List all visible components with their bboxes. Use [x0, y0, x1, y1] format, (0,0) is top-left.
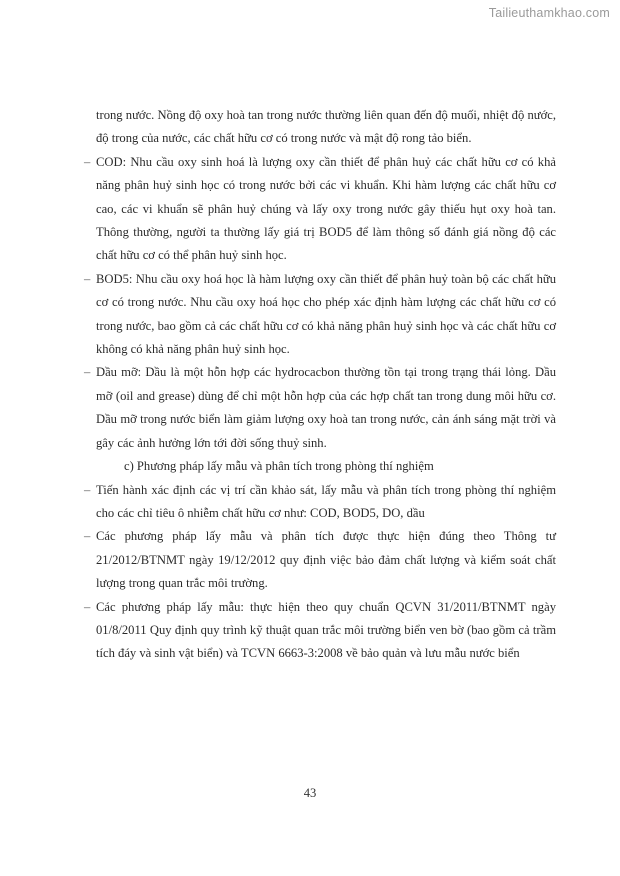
list-item-survey — [84, 479, 556, 526]
dash-bullet: – — [84, 154, 91, 169]
page-number: 43 — [303, 786, 317, 800]
dash-bullet: – — [84, 529, 91, 544]
list-item-bod5 — [84, 268, 556, 362]
list-item-text: Các phương pháp lấy mẫu và phân tích được thực hiện đúng theo Thông tư 21/2012/BTNMT ngày 19/12/2012 quy định việc bảo đảm chất lượng và kiểm soát chất lượng trong quan trắc môi trường. — [96, 529, 556, 591]
intro-paragraph: trong nước. Nồng độ oxy hoà tan trong nước thường liên quan đến độ muối, nhiệt độ nước, độ trong của nước, các chất hữu cơ có trong nước và mật độ rong tảo biển. — [96, 108, 556, 146]
list-item-text: Dầu mỡ: Dầu là một hỗn hợp các hydrocacbon thường tồn tại trong trạng thái lỏng. Dầu mỡ (oil and grease) dùng để chỉ một hỗn hợp của các hợp chất tan trong dung môi hữu cơ. Dầu mỡ trong nước biển làm giảm lượng oxy hoà tan trong nước, cản ánh sáng mặt trời và gây các ảnh hưởng lớn tới đời sống thuỷ sinh. — [96, 365, 556, 450]
dash-bullet: – — [84, 599, 91, 614]
list-item-text: Các phương pháp lấy mẫu: thực hiện theo quy chuẩn QCVN 31/2011/BTNMT ngày 01/8/2011 Quy định quy trình kỹ thuật quan trắc môi trường biển ven bờ (bao gồm cả trầm tích đáy và sinh vật biển) và TCVN 6663-3:2008 về bảo quản và lưu mẫu nước biển — [96, 599, 556, 661]
list-item-methods — [84, 525, 556, 595]
list-item-text: Tiến hành xác định các vị trí cần khảo sát, lấy mẫu và phân tích trong phòng thí nghiệm cho các chỉ tiêu ô nhiễm chất hữu cơ như: COD, BOD5, DO, dầu — [96, 482, 556, 520]
document-body — [84, 104, 556, 666]
list-item-text: COD: Nhu cầu oxy sinh hoá là lượng oxy cần thiết để phân huỷ các chất hữu cơ có khả năng phân huỷ sinh học có trong nước bởi các vi khuẩn. Khi hàm lượng các chất hữu cơ cao, các vi khuẩn sẽ phân huỷ chúng và lấy oxy trong nước gây thiếu hụt oxy hoà tan. Thông thường, người ta thường lấy giá trị BOD5 để làm thông số đánh giá nồng độ các chất hữu cơ có thể phân huỷ sinh học. — [96, 154, 556, 263]
dash-bullet: – — [84, 482, 91, 497]
list-item-sampling — [84, 596, 556, 666]
list-item-oil-grease — [84, 361, 556, 455]
section-heading-c: c) Phương pháp lấy mẫu và phân tích trong phòng thí nghiệm — [124, 459, 434, 474]
watermark: Tailieuthamkhao.com — [488, 6, 610, 20]
list-item-cod — [84, 151, 556, 268]
dash-bullet: – — [84, 365, 91, 380]
dash-bullet: – — [84, 271, 91, 286]
list-item-text: BOD5: Nhu cầu oxy hoá học là hàm lượng oxy cần thiết để phân huỷ toàn bộ các chất hữu cơ có trong nước. Nhu cầu oxy hoá học cho phép xác định hàm lượng các chất hữu cơ có trong nước, bao gồm cả các chất hữu cơ có khả năng phân huỷ sinh học và các chất hữu cơ không có khả năng phân huỷ sinh học. — [96, 271, 556, 357]
